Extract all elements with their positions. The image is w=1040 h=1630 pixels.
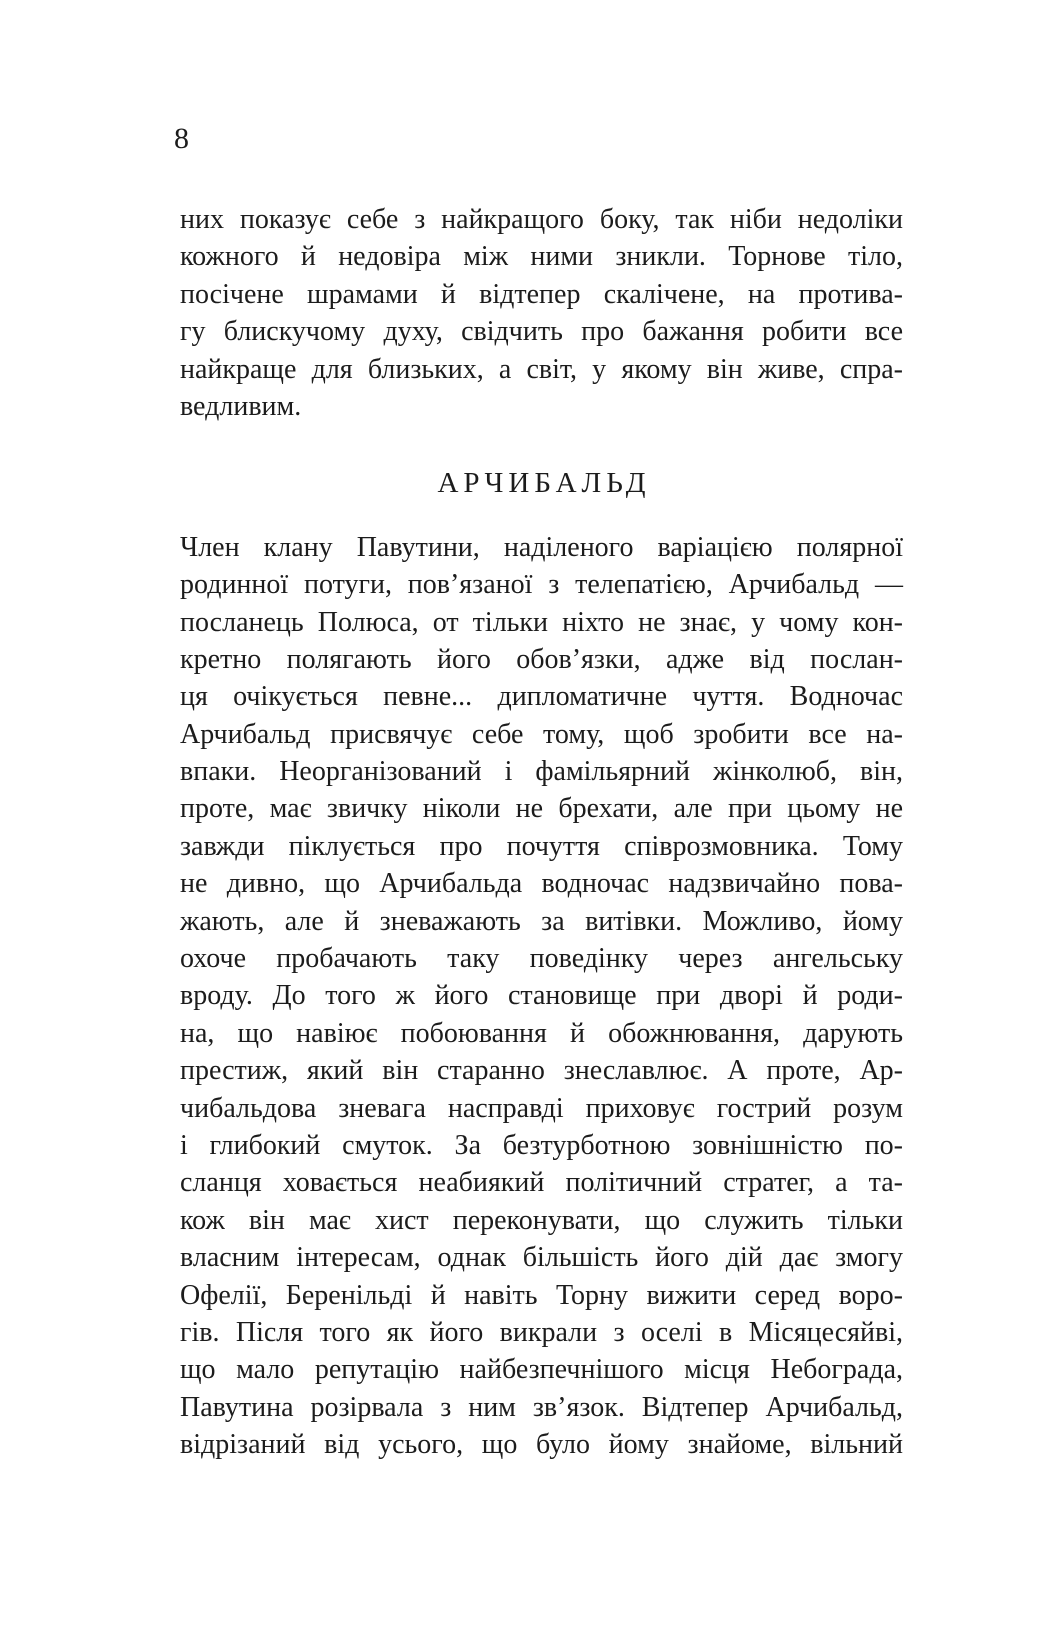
text-line: Офелії, Беренільді й навіть Торну вижити серед воро-	[180, 1279, 903, 1311]
text-line: кретно полягають його обов’язки, адже від послан-	[180, 643, 903, 675]
text-line: кожного й недовіра між ними зникли. Торнове тіло,	[180, 241, 903, 273]
text-line: Арчибальд присвячує себе тому, щоб зробити все на-	[180, 718, 903, 750]
text-line: родинної потуги, пов’язаної з телепатією, Арчибальд —	[180, 569, 903, 601]
text-line: ведливим.	[180, 390, 302, 422]
text-line: власним інтересам, однак більшість його дій дає змогу	[180, 1242, 903, 1274]
text-line: охоче пробачають таку поведінку через ангельську	[180, 943, 903, 975]
text-line: завжди піклується про почуття співрозмовника. Тому	[180, 830, 903, 862]
text-line: них показує себе з найкращого боку, так ніби недоліки	[180, 204, 903, 235]
text-line: Член клану Павутини, наділеного варіацією полярної	[180, 531, 903, 563]
text-line: сланця ховається неабиякий політичний стратег, а та-	[180, 1167, 903, 1199]
text-line: посланець Полюса, от тільки ніхто не знає, у чому кон-	[180, 606, 903, 638]
text-line: не дивно, що Арчибальда водночас надзвичайно пова-	[180, 868, 903, 900]
text-line: кож він має хист переконувати, що служить тільки	[180, 1204, 903, 1236]
text-line: на, що навіює побоювання й обожнювання, дарують	[180, 1017, 903, 1049]
text-line: гів. Після того як його викрали з оселі в Місяцесяйві,	[180, 1316, 903, 1348]
text-line: жають, але й зневажають за витівки. Можливо, йому	[180, 905, 903, 937]
text-line: престиж, який він старанно знеславлює. А проте, Ар-	[180, 1055, 903, 1087]
text-line: посічене шрамами й відтепер скалічене, на протива-	[180, 278, 903, 310]
page-number: 8	[174, 122, 189, 155]
text-line: проте, має звичку ніколи не брехати, але при цьому не	[180, 793, 903, 825]
paragraph-intro-continuation	[180, 201, 903, 425]
section-heading-archibald: АРЧИБАЛЬД	[437, 467, 651, 500]
text-line: вроду. До того ж його становище при дворі й роди-	[180, 980, 903, 1012]
paragraph-archibald-description	[180, 529, 903, 1464]
text-line: Павутина розірвала з ним зв’язок. Відтепер Арчибальд,	[180, 1391, 903, 1423]
text-line: ця очікується певне... дипломатичне чуття. Водночас	[180, 681, 903, 713]
text-line: впаки. Неорганізований і фамільярний жінколюб, він,	[180, 756, 903, 788]
text-line: гу блискучому духу, свідчить про бажання робити все	[180, 316, 903, 348]
text-block	[180, 201, 903, 1464]
text-line: що мало репутацію найбезпечнішого місця Небограда,	[180, 1354, 903, 1386]
text-line: найкраще для близьких, а світ, у якому він живе, спра-	[180, 353, 903, 385]
text-line: і глибокий смуток. За безтурботною зовнішністю по-	[180, 1129, 903, 1161]
text-line: чибальдова зневага насправді приховує гострий розум	[180, 1092, 903, 1124]
text-line: відрізаний від усього, що було йому знайоме, вільний	[180, 1429, 903, 1461]
